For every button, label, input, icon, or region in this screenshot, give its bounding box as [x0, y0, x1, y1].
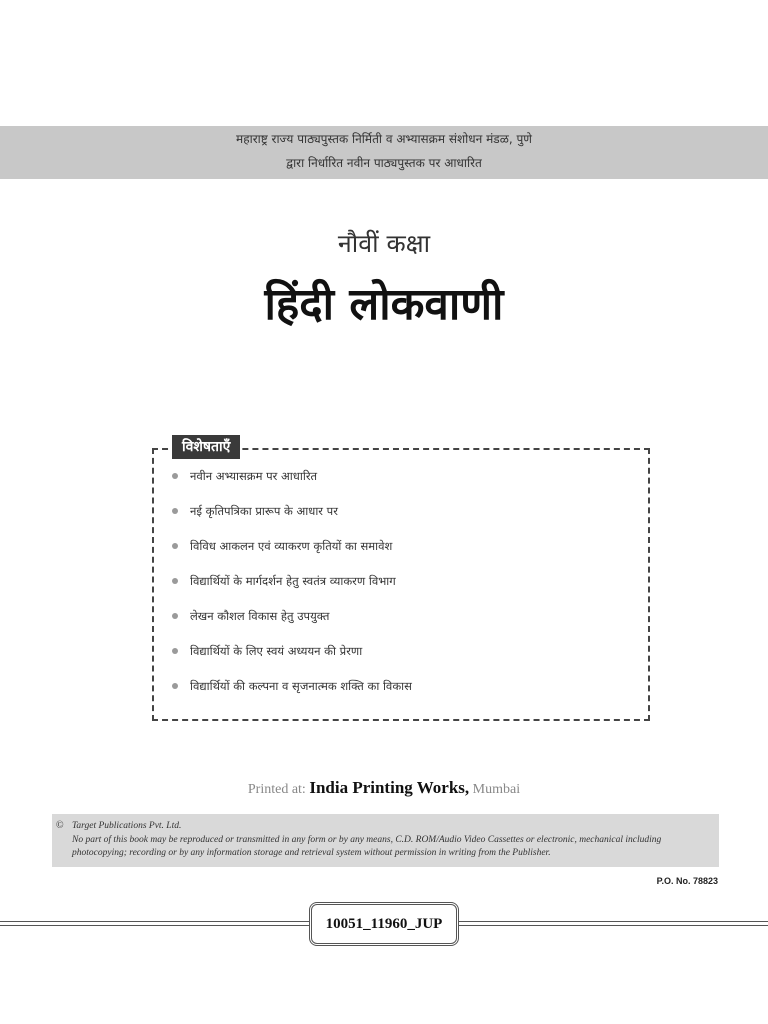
printer-prefix: Printed at: [247, 782, 306, 797]
copyright-publisher: Target Publications Pvt. Ltd. [72, 821, 182, 831]
po-number: P.O. No. 78823 [656, 876, 718, 886]
board-line-2: द्वारा निर्धारित नवीन पाठ्यपुस्तक पर आधारित [286, 156, 482, 170]
feature-text: लेखन कौशल विकास हेतु उपयुक्त [190, 609, 330, 623]
book-title: हिंदी लोकवाणी [264, 279, 504, 330]
printer-line [0, 778, 768, 798]
bullet-icon [172, 508, 178, 514]
feature-text: विद्यार्थियों के लिए स्वयं अध्ययन की प्रेरणा [190, 644, 363, 658]
footer-rule-right-2 [459, 925, 768, 926]
feature-item [172, 464, 412, 499]
printer-city: Mumbai [472, 782, 521, 797]
feature-text: नई कृतिपत्रिका प्रारूप के आधार पर [190, 504, 338, 518]
feature-text: विद्यार्थियों की कल्पना व सृजनात्मक शक्ति का विकास [190, 679, 412, 693]
feature-item [172, 569, 412, 604]
copyright-notice [52, 814, 719, 867]
bullet-icon [172, 613, 178, 619]
grade-label: नौवीं कक्षा [337, 229, 431, 258]
feature-text: विविध आकलन एवं व्याकरण कृतियों का समावेश [190, 539, 393, 553]
copyright-symbol: © [56, 820, 64, 831]
bullet-icon [172, 543, 178, 549]
bullet-icon [172, 578, 178, 584]
bullet-icon [172, 473, 178, 479]
feature-text: विद्यार्थियों के मार्गदर्शन हेतु स्वतंत्र व्याकरण विभाग [190, 574, 396, 588]
features-heading: विशेषताएँ [172, 435, 240, 459]
footer-rule-left-2 [0, 925, 309, 926]
copyright-body: No part of this book may be reproduced or transmitted in any form or by any means, C.D. ROM/Audio Video Cassettes or electronic, mechanical including photocopying; recording or by any information storage and retrieval system without permission in writing from the Publisher. [72, 834, 662, 858]
board-banner [0, 126, 768, 179]
book-code: 10051_11960_JUP [309, 902, 459, 946]
footer-rule-left [0, 921, 309, 922]
bullet-icon [172, 648, 178, 654]
printer-name: India Printing Works, [309, 778, 470, 797]
feature-item [172, 639, 412, 674]
footer-rule-right [459, 921, 768, 922]
feature-item [172, 674, 412, 709]
feature-text: नवीन अभ्यासक्रम पर आधारित [190, 469, 318, 483]
copyright-text-block [72, 820, 713, 861]
feature-item [172, 604, 412, 639]
bullet-icon [172, 683, 178, 689]
feature-item [172, 499, 412, 534]
board-line-1: महाराष्ट्र राज्य पाठ्यपुस्तक निर्मिती व अभ्यासक्रम संशोधन मंडळ, पुणे [236, 132, 532, 146]
feature-item [172, 534, 412, 569]
features-list [172, 464, 412, 709]
